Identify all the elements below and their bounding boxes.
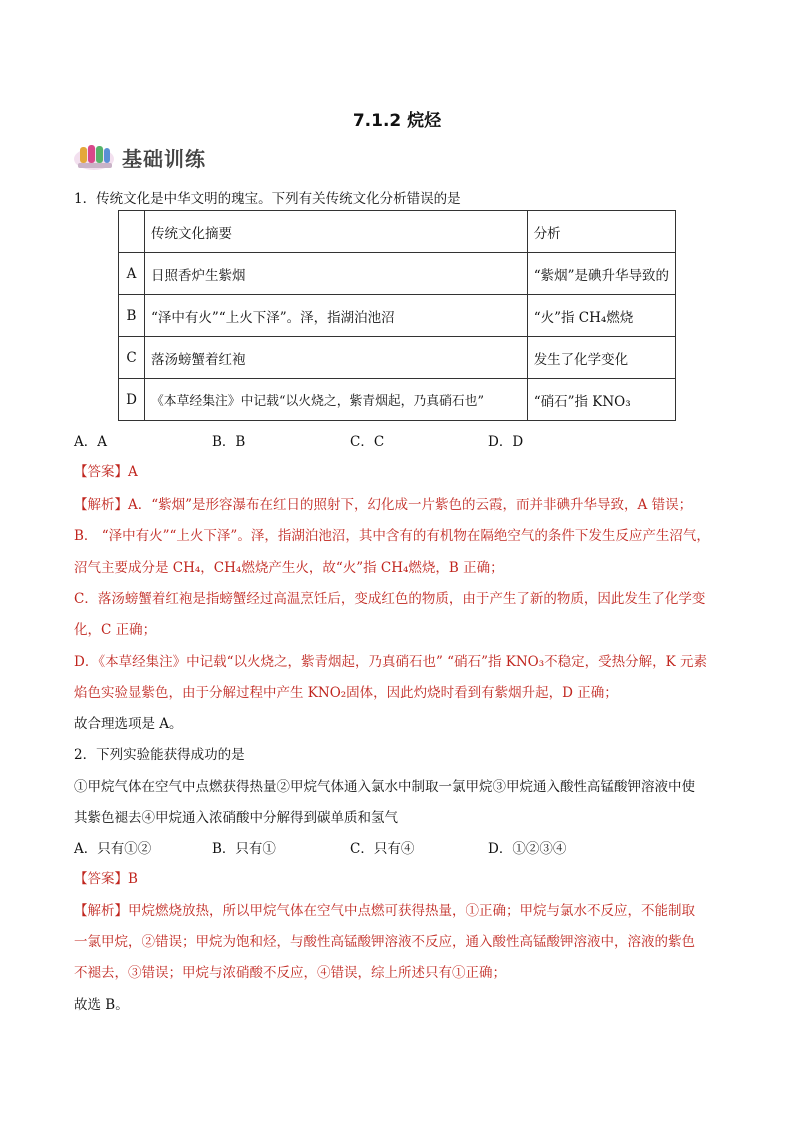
option-b: B．B (212, 434, 246, 450)
option-a: A．只有①② (74, 841, 152, 857)
table-cell: A (119, 253, 145, 295)
table-row (119, 295, 676, 337)
page-title: 7.1.2 烷烃 (352, 111, 442, 131)
q2-analysis-line: 不褪去，③错误；甲烷与浓硝酸不反应，④错误，综上所述只有①正确； (74, 965, 506, 981)
table-cell: “硝石”指 KNO₃ (527, 379, 675, 421)
table-row (119, 253, 676, 295)
table-cell: “火”指 CH₄燃烧 (527, 295, 675, 337)
table-cell: 日照香炉生紫烟 (145, 253, 528, 295)
option-c: C．C (350, 434, 385, 450)
q1-conclusion: 故合理选项是 A。 (74, 716, 183, 732)
table-cell: “紫烟”是碘升华导致的 (527, 253, 675, 295)
table-cell: 落汤螃蟹着红袍 (145, 337, 528, 379)
table-row (119, 337, 676, 379)
q2-answer: 【答案】B (74, 871, 138, 887)
table-cell: 《本草经集注》中记载“以火烧之，紫青烟起，乃真硝石也” (145, 379, 528, 421)
q1-table (118, 210, 676, 421)
option-b: B．只有① (212, 841, 276, 857)
table-cell: 发生了化学变化 (527, 337, 675, 379)
option-a: A．A (74, 434, 107, 450)
table-cell: B (119, 295, 145, 337)
table-cell (119, 211, 145, 253)
table-cell: “泽中有火”“上火下泽”。泽，指湖泊池沼 (145, 295, 528, 337)
table-cell: D (119, 379, 145, 421)
q1-stem: 1．传统文化是中华文明的瑰宝。下列有关传统文化分析错误的是 (74, 191, 461, 207)
paint-brushes-icon (72, 142, 116, 172)
q2-items-line: ①甲烷气体在空气中点燃获得热量②甲烷气体通入氯水中制取一氯甲烷③甲烷通入酸性高锰酸钾溶液中使 (74, 779, 695, 795)
q1-analysis-line: 【解析】A．“紫烟”是形容瀑布在红日的照射下，幻化成一片紫色的云霞，而并非碘升华导致，A 错误； (74, 497, 693, 513)
q2-options (74, 837, 566, 857)
table-row (119, 379, 676, 421)
q2-analysis-line: 【解析】甲烷燃烧放热，所以甲烷气体在空气中点燃可获得热量，①正确；甲烷与氯水不反应，不能制取 (74, 903, 695, 919)
option-d: D．D (488, 434, 524, 450)
q1-analysis-line: 化，C 正确； (74, 622, 157, 638)
q2-conclusion: 故选 B。 (74, 997, 129, 1013)
q2-analysis-line: 一氯甲烷，②错误；甲烷为饱和烃，与酸性高锰酸钾溶液不反应，通入酸性高锰酸钾溶液中，溶液的紫色 (74, 934, 695, 950)
option-d: D．①②③④ (488, 841, 567, 857)
q2-items-line: 其紫色褪去④甲烷通入浓硝酸中分解得到碳单质和氢气 (74, 810, 398, 826)
q1-answer: 【答案】A (74, 464, 138, 480)
q1-analysis-line: D．《本草经集注》中记载“以火烧之，紫青烟起，乃真硝石也” “硝石”指 KNO₃不稳定，受热分解，K 元素 (74, 654, 708, 670)
section-banner (72, 141, 206, 173)
table-cell: 传统文化摘要 (145, 211, 528, 253)
q1-options (74, 430, 523, 450)
q1-analysis-line: C．落汤螃蟹着红袍是指螃蟹经过高温烹饪后，变成红色的物质，由于产生了新的物质，因此发生了化学变 (74, 591, 706, 607)
q1-analysis-line: 焰色实验显紫色，由于分解过程中产生 KNO₂固体，因此灼烧时看到有紫烟升起，D 正确； (74, 685, 618, 701)
q1-analysis-line: B． “泽中有火”“上火下泽”。泽，指湖泊池沼，其中含有的有机物在隔绝空气的条件下发生反应产生沼气， (74, 528, 710, 544)
table-header-row (119, 211, 676, 253)
q1-analysis-line: 沼气主要成分是 CH₄，CH₄燃烧产生火，故“火”指 CH₄燃烧，B 正确； (74, 560, 504, 576)
option-c: C．只有④ (350, 841, 415, 857)
table-cell: C (119, 337, 145, 379)
banner-label: 基础训练 (122, 146, 206, 171)
table-cell: 分析 (527, 211, 675, 253)
q2-stem: 2．下列实验能获得成功的是 (74, 747, 245, 763)
